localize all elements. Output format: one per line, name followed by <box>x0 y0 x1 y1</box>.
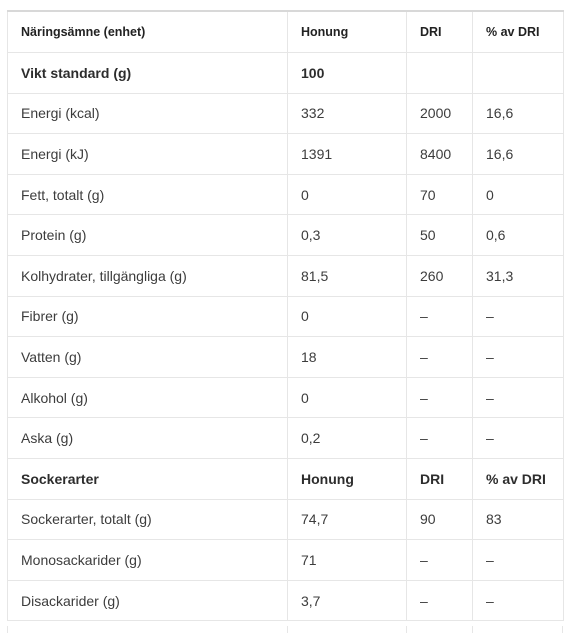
percent-dri-cell: 0,6 <box>473 215 564 256</box>
percent-dri-cell: 16,6 <box>473 134 564 175</box>
value-cell: 0 <box>288 174 407 215</box>
table-row <box>8 580 564 621</box>
percent-dri-cell: % av DRI <box>473 458 564 499</box>
nutrient-cell: Vikt standard (g) <box>8 53 288 94</box>
percent-dri-cell: – <box>473 296 564 337</box>
percent-dri-cell <box>473 53 564 94</box>
table-row <box>8 337 564 378</box>
dri-cell: 70 <box>407 174 473 215</box>
nutrient-cell: Energi (kcal) <box>8 93 288 134</box>
dri-cell: – <box>407 337 473 378</box>
value-cell: 0,2 <box>288 418 407 459</box>
nutrient-cell: Protein (g) <box>8 215 288 256</box>
table-row <box>8 93 564 134</box>
header-nutrient: Näringsämne (enhet) <box>8 11 288 53</box>
nutrition-table <box>7 10 564 621</box>
percent-dri-cell: – <box>473 377 564 418</box>
dri-cell: – <box>407 377 473 418</box>
dri-cell: 50 <box>407 215 473 256</box>
table-body <box>8 53 564 621</box>
value-cell: Honung <box>288 458 407 499</box>
header-dri: DRI <box>407 11 473 53</box>
table-row <box>8 53 564 94</box>
table-row <box>8 296 564 337</box>
nutrient-cell: Sockerarter <box>8 458 288 499</box>
nutrient-cell: Monosackarider (g) <box>8 540 288 581</box>
value-cell: 0,3 <box>288 215 407 256</box>
nutrient-cell: Energi (kJ) <box>8 134 288 175</box>
percent-dri-cell: 16,6 <box>473 93 564 134</box>
table-continuation-edge <box>7 626 563 633</box>
dri-cell: – <box>407 296 473 337</box>
nutrient-cell: Disackarider (g) <box>8 580 288 621</box>
nutrient-cell: Vatten (g) <box>8 337 288 378</box>
value-cell: 0 <box>288 377 407 418</box>
nutrition-table-container <box>7 10 563 621</box>
percent-dri-cell: 31,3 <box>473 255 564 296</box>
dri-cell <box>407 53 473 94</box>
dri-cell: – <box>407 580 473 621</box>
table-row <box>8 134 564 175</box>
table-header-row <box>8 11 564 53</box>
header-honung: Honung <box>288 11 407 53</box>
value-cell: 1391 <box>288 134 407 175</box>
table-row <box>8 255 564 296</box>
percent-dri-cell: 83 <box>473 499 564 540</box>
value-cell: 332 <box>288 93 407 134</box>
table-row <box>8 540 564 581</box>
table-row <box>8 215 564 256</box>
table-row <box>8 377 564 418</box>
value-cell: 3,7 <box>288 580 407 621</box>
percent-dri-cell: – <box>473 580 564 621</box>
nutrient-cell: Sockerarter, totalt (g) <box>8 499 288 540</box>
nutrient-cell: Fibrer (g) <box>8 296 288 337</box>
value-cell: 100 <box>288 53 407 94</box>
percent-dri-cell: – <box>473 337 564 378</box>
nutrient-cell: Aska (g) <box>8 418 288 459</box>
percent-dri-cell: – <box>473 418 564 459</box>
nutrient-cell: Fett, totalt (g) <box>8 174 288 215</box>
value-cell: 71 <box>288 540 407 581</box>
dri-cell: – <box>407 540 473 581</box>
table-row <box>8 418 564 459</box>
value-cell: 74,7 <box>288 499 407 540</box>
percent-dri-cell: 0 <box>473 174 564 215</box>
table-row <box>8 458 564 499</box>
header-percent-dri: % av DRI <box>473 11 564 53</box>
dri-cell: 8400 <box>407 134 473 175</box>
percent-dri-cell: – <box>473 540 564 581</box>
value-cell: 81,5 <box>288 255 407 296</box>
table-row <box>8 499 564 540</box>
dri-cell: 260 <box>407 255 473 296</box>
value-cell: 18 <box>288 337 407 378</box>
table-row <box>8 174 564 215</box>
dri-cell: – <box>407 418 473 459</box>
dri-cell: 90 <box>407 499 473 540</box>
value-cell: 0 <box>288 296 407 337</box>
nutrient-cell: Alkohol (g) <box>8 377 288 418</box>
dri-cell: 2000 <box>407 93 473 134</box>
nutrient-cell: Kolhydrater, tillgängliga (g) <box>8 255 288 296</box>
dri-cell: DRI <box>407 458 473 499</box>
